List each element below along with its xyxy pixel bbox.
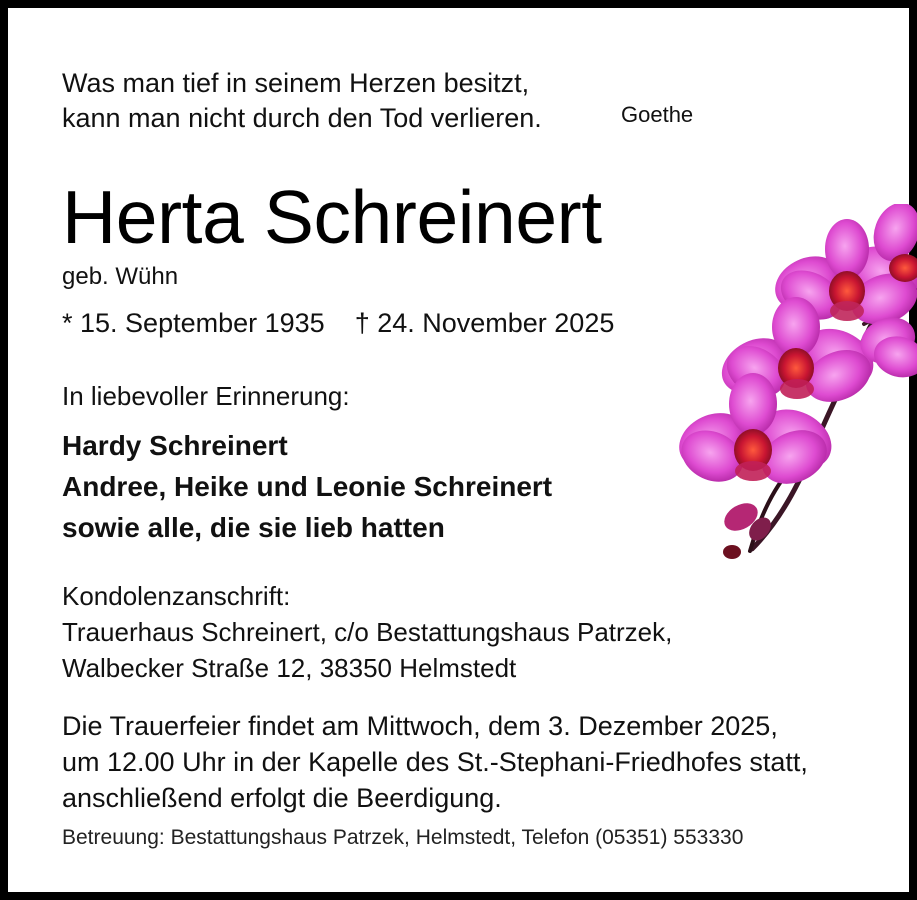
life-dates (62, 308, 614, 339)
deceased-name: Herta Schreinert (62, 175, 602, 259)
birth-name: geb. Wühn (62, 263, 179, 290)
mourner-line: Hardy Schreinert (62, 430, 288, 461)
quote (62, 66, 542, 136)
mourner-line: sowie alle, die sie lieb hatten (62, 512, 445, 543)
death-date: † 24. November 2025 (354, 308, 615, 338)
quote-line-2: kann man nicht durch den Tod verlieren. (62, 103, 542, 133)
service-line-2: um 12.00 Uhr in der Kapelle des St.-Stephani-Friedhofes statt, (62, 747, 808, 777)
condolence-line-2: Walbecker Straße 12, 38350 Helmstedt (62, 653, 517, 683)
mourners-list (62, 425, 552, 548)
memory-label: In liebevoller Erinnerung: (62, 381, 350, 411)
care-provider: Betreuung: Bestattungshaus Patrzek, Helmstedt, Telefon (05351) 553330 (62, 826, 744, 849)
service-line-3: anschließend erfolgt die Beerdigung. (62, 783, 502, 813)
service-line-1: Die Trauerfeier findet am Mittwoch, dem 3. Dezember 2025, (62, 711, 778, 741)
quote-line-1: Was man tief in seinem Herzen besitzt, (62, 68, 530, 98)
funeral-service-info (62, 708, 808, 816)
condolence-label: Kondolenzanschrift: (62, 581, 291, 611)
orchid-branch-icon (674, 204, 917, 568)
birth-date: * 15. September 1935 (62, 308, 325, 338)
quote-author: Goethe (621, 102, 694, 127)
condolence-line-1: Trauerhaus Schreinert, c/o Bestattungshaus Patrzek, (62, 617, 673, 647)
condolence-address (62, 578, 672, 686)
mourner-line: Andree, Heike und Leonie Schreinert (62, 471, 553, 502)
